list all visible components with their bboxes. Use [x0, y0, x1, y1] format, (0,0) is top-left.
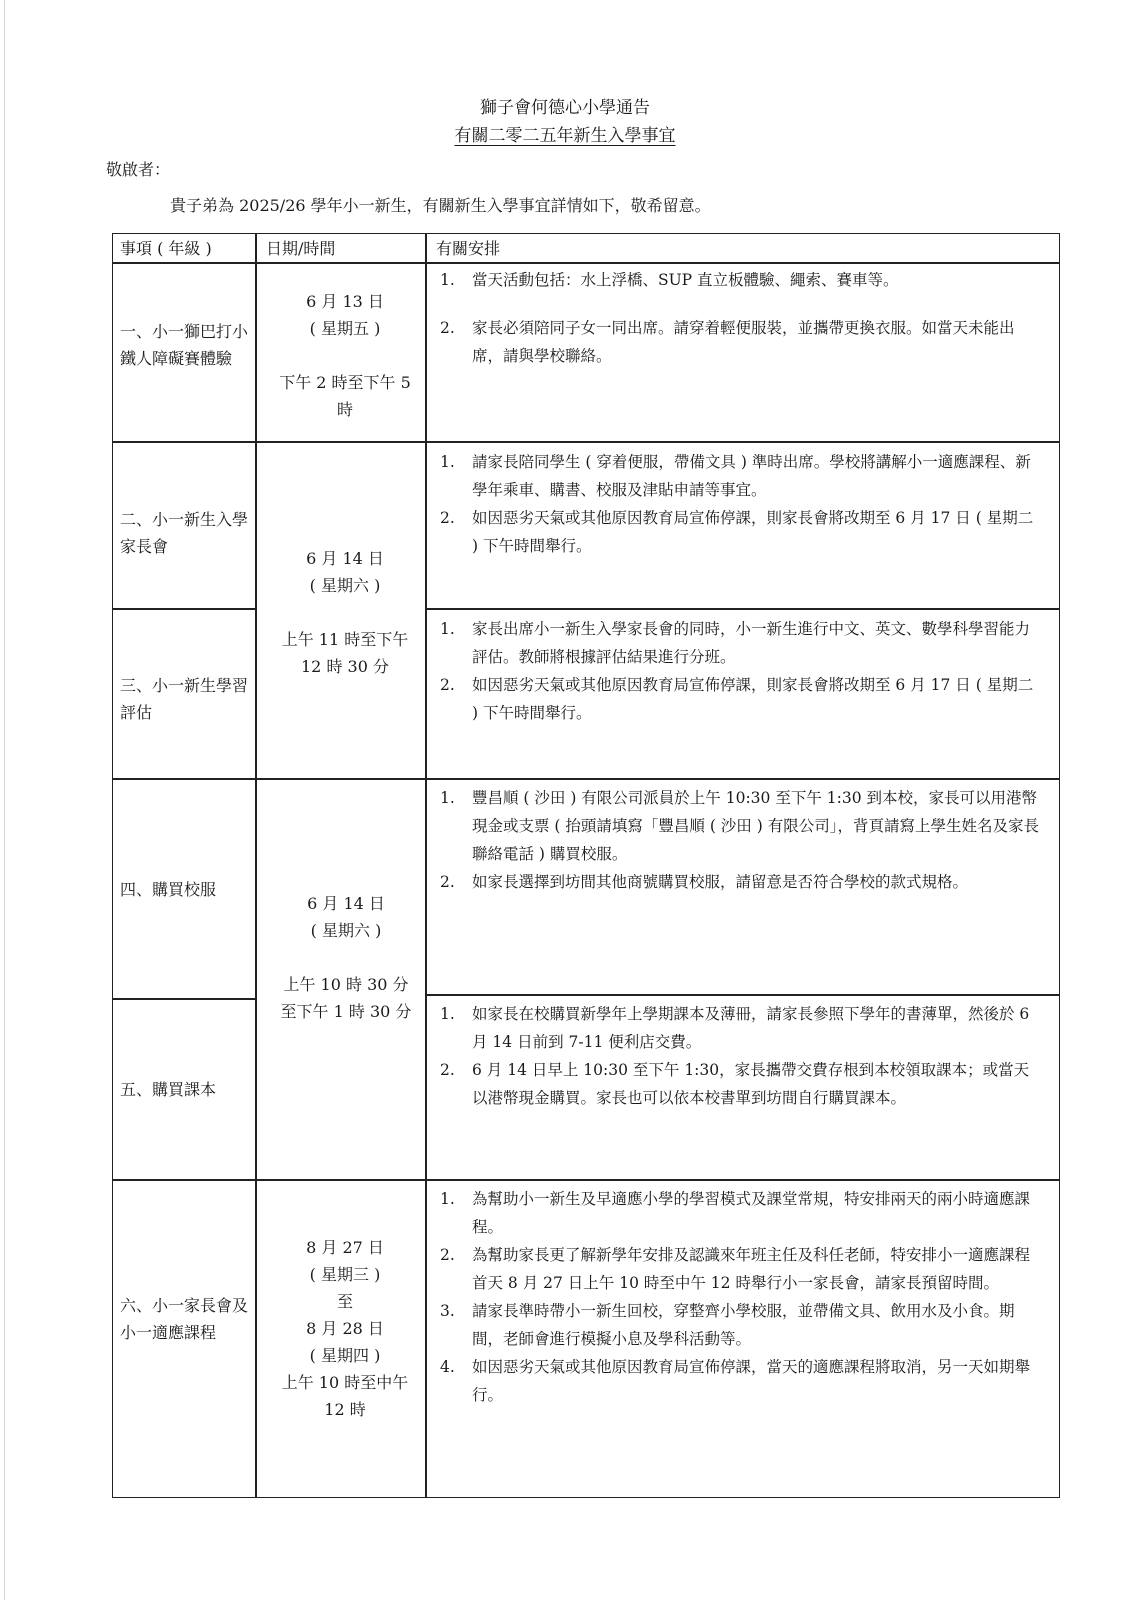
row-arrangements	[436, 784, 1044, 896]
arrangement-item: 1. 請家長陪同學生 ( 穿着便服，帶備文具 ) 準時出席。學校將講解小一適應課程、新學年乘車、購書、校服及津貼申請等事宜。	[440, 453, 1031, 499]
arrangement-item: 2. 家長必須陪同子女一同出席。請穿着輕便服裝，並攜帶更換衣服。如當天未能出席，請與學校聯絡。	[440, 319, 1015, 365]
row-arrangements	[436, 266, 1044, 370]
table-divider	[255, 233, 257, 1498]
header-item: 事項 ( 年級 )	[120, 239, 212, 258]
row-item: 一、小一獅巴打小鐵人障礙賽體驗	[120, 322, 249, 368]
arrangement-item: 1. 家長出席小一新生入學家長會的同時，小一新生進行中文、英文、數學科學習能力評估。教師將根據評估結果進行分班。	[440, 620, 1031, 666]
table-divider	[112, 998, 255, 1000]
row-item: 三、小一新生學習評估	[120, 676, 249, 722]
row-item: 二、小一新生入學家長會	[120, 510, 249, 556]
table-divider	[112, 1179, 1060, 1181]
header-date: 日期/時間	[266, 239, 336, 258]
row-date: 6 月 13 日 ( 星期五 ) 下午 2 時至下午 5 時	[279, 292, 411, 419]
row-arrangements	[436, 1185, 1044, 1409]
row-arrangements	[436, 615, 1044, 727]
header-arrangements: 有關安排	[436, 239, 501, 258]
table-divider	[112, 262, 1060, 264]
arrangement-item: 2. 如家長選擇到坊間其他商號購買校服，請留意是否符合學校的款式規格。	[440, 873, 969, 891]
arrangement-item: 1. 為幫助小一新生及早適應小學的學習模式及課堂常規，特安排兩天的兩小時適應課程。	[440, 1190, 1031, 1236]
row-item: 四、購買校服	[120, 880, 217, 899]
row-item: 六、小一家長會及小一適應課程	[120, 1296, 249, 1342]
table-divider	[112, 608, 255, 610]
arrangement-item: 2. 如因惡劣天氣或其他原因教育局宣佈停課，則家長會將改期至 6 月 17 日 ( 星期二 ) 下午時間舉行。	[440, 509, 1034, 555]
table-divider	[425, 233, 427, 1498]
row-arrangements	[436, 448, 1044, 560]
notice-subject: 有關二零二五年新生入學事宜	[454, 126, 676, 146]
arrangement-item: 2. 為幫助家長更了解新學年安排及認識來年班主任及科任老師，特安排小一適應課程首天 8 月 27 日上午 10 時至中午 12 時舉行小一家長會，請家長預留時間。	[440, 1246, 1031, 1292]
page-edge	[4, 0, 5, 1600]
arrangement-item: 2. 6 月 14 日早上 10:30 至下午 1:30，家長攜帶交費存根到本校領取課本；或當天以港幣現金購買。家長也可以依本校書單到坊間自行購買課本。	[440, 1061, 1030, 1107]
arrangement-item: 3. 請家長準時帶小一新生回校，穿整齊小學校服，並帶備文具、飲用水及小食。期間，老師會進行模擬小息及學科活動等。	[440, 1302, 1015, 1348]
notice-header	[0, 94, 1130, 150]
row-date: 8 月 27 日 ( 星期三 ) 至 8 月 28 日 ( 星期四 ) 上午 10 時至中午 12 時	[281, 1238, 409, 1419]
merged-date: 6 月 14 日 ( 星期六 ) 上午 11 時至下午 12 時 30 分	[281, 549, 409, 676]
arrangement-item: 2. 如因惡劣天氣或其他原因教育局宣佈停課，則家長會將改期至 6 月 17 日 ( 星期二 ) 下午時間舉行。	[440, 676, 1034, 722]
salutation: 敬啟者：	[106, 160, 171, 179]
arrangement-item: 1. 當天活動包括：水上浮橋、SUP 直立板體驗、繩索、賽車等。	[440, 271, 899, 289]
school-title: 獅子會何德心小學通告	[480, 98, 650, 118]
table-divider	[112, 441, 1060, 443]
arrangement-item: 1. 如家長在校購買新學年上學期課本及薄冊，請家長參照下學年的書薄單，然後於 6 月 14 日前到 7-11 便利店交費。	[440, 1005, 1030, 1051]
arrangement-item: 1. 豐昌順 ( 沙田 ) 有限公司派員於上午 10:30 至下午 1:30 到本校，家長可以用港幣現金或支票 ( 抬頭請填寫「豐昌順 ( 沙田 ) 有限公司」，背頁請寫上學生姓名及家長聯絡電話 ) 購買校服。	[440, 789, 1039, 863]
row-arrangements	[436, 1000, 1044, 1112]
intro-paragraph: 貴子弟為 2025/26 學年小一新生，有關新生入學事宜詳情如下，敬希留意。	[170, 196, 711, 215]
arrangement-item: 4. 如因惡劣天氣或其他原因教育局宣佈停課，當天的適應課程將取消，另一天如期舉行。	[440, 1358, 1031, 1404]
table-divider	[112, 778, 1060, 780]
row-item: 五、購買課本	[120, 1080, 217, 1099]
table-divider	[425, 608, 1060, 610]
merged-date: 6 月 14 日 ( 星期六 ) 上午 10 時 30 分至下午 1 時 30 分	[280, 894, 412, 1021]
table-divider	[425, 994, 1060, 996]
